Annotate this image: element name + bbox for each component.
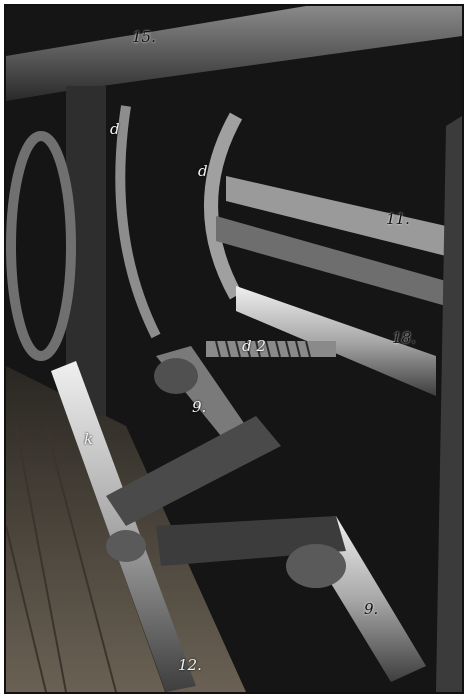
label-d-center: d bbox=[198, 162, 208, 180]
label-9-upper: 9. bbox=[192, 398, 207, 416]
label-d2: d 2 bbox=[242, 337, 266, 355]
spring-d2 bbox=[206, 337, 336, 357]
machinery-photo bbox=[6, 6, 462, 692]
label-11: 11. bbox=[386, 210, 410, 228]
coupling-left bbox=[106, 530, 146, 562]
label-9-lower: 9. bbox=[364, 600, 379, 618]
label-12: 12. bbox=[178, 656, 202, 674]
photo-frame bbox=[4, 4, 464, 694]
label-d-left: d bbox=[110, 120, 120, 138]
coupling-lower bbox=[286, 544, 346, 588]
coupling-upper bbox=[154, 358, 198, 394]
label-k: k bbox=[84, 430, 94, 448]
label-18: 18. bbox=[392, 329, 416, 347]
label-15: 15. bbox=[132, 28, 156, 46]
